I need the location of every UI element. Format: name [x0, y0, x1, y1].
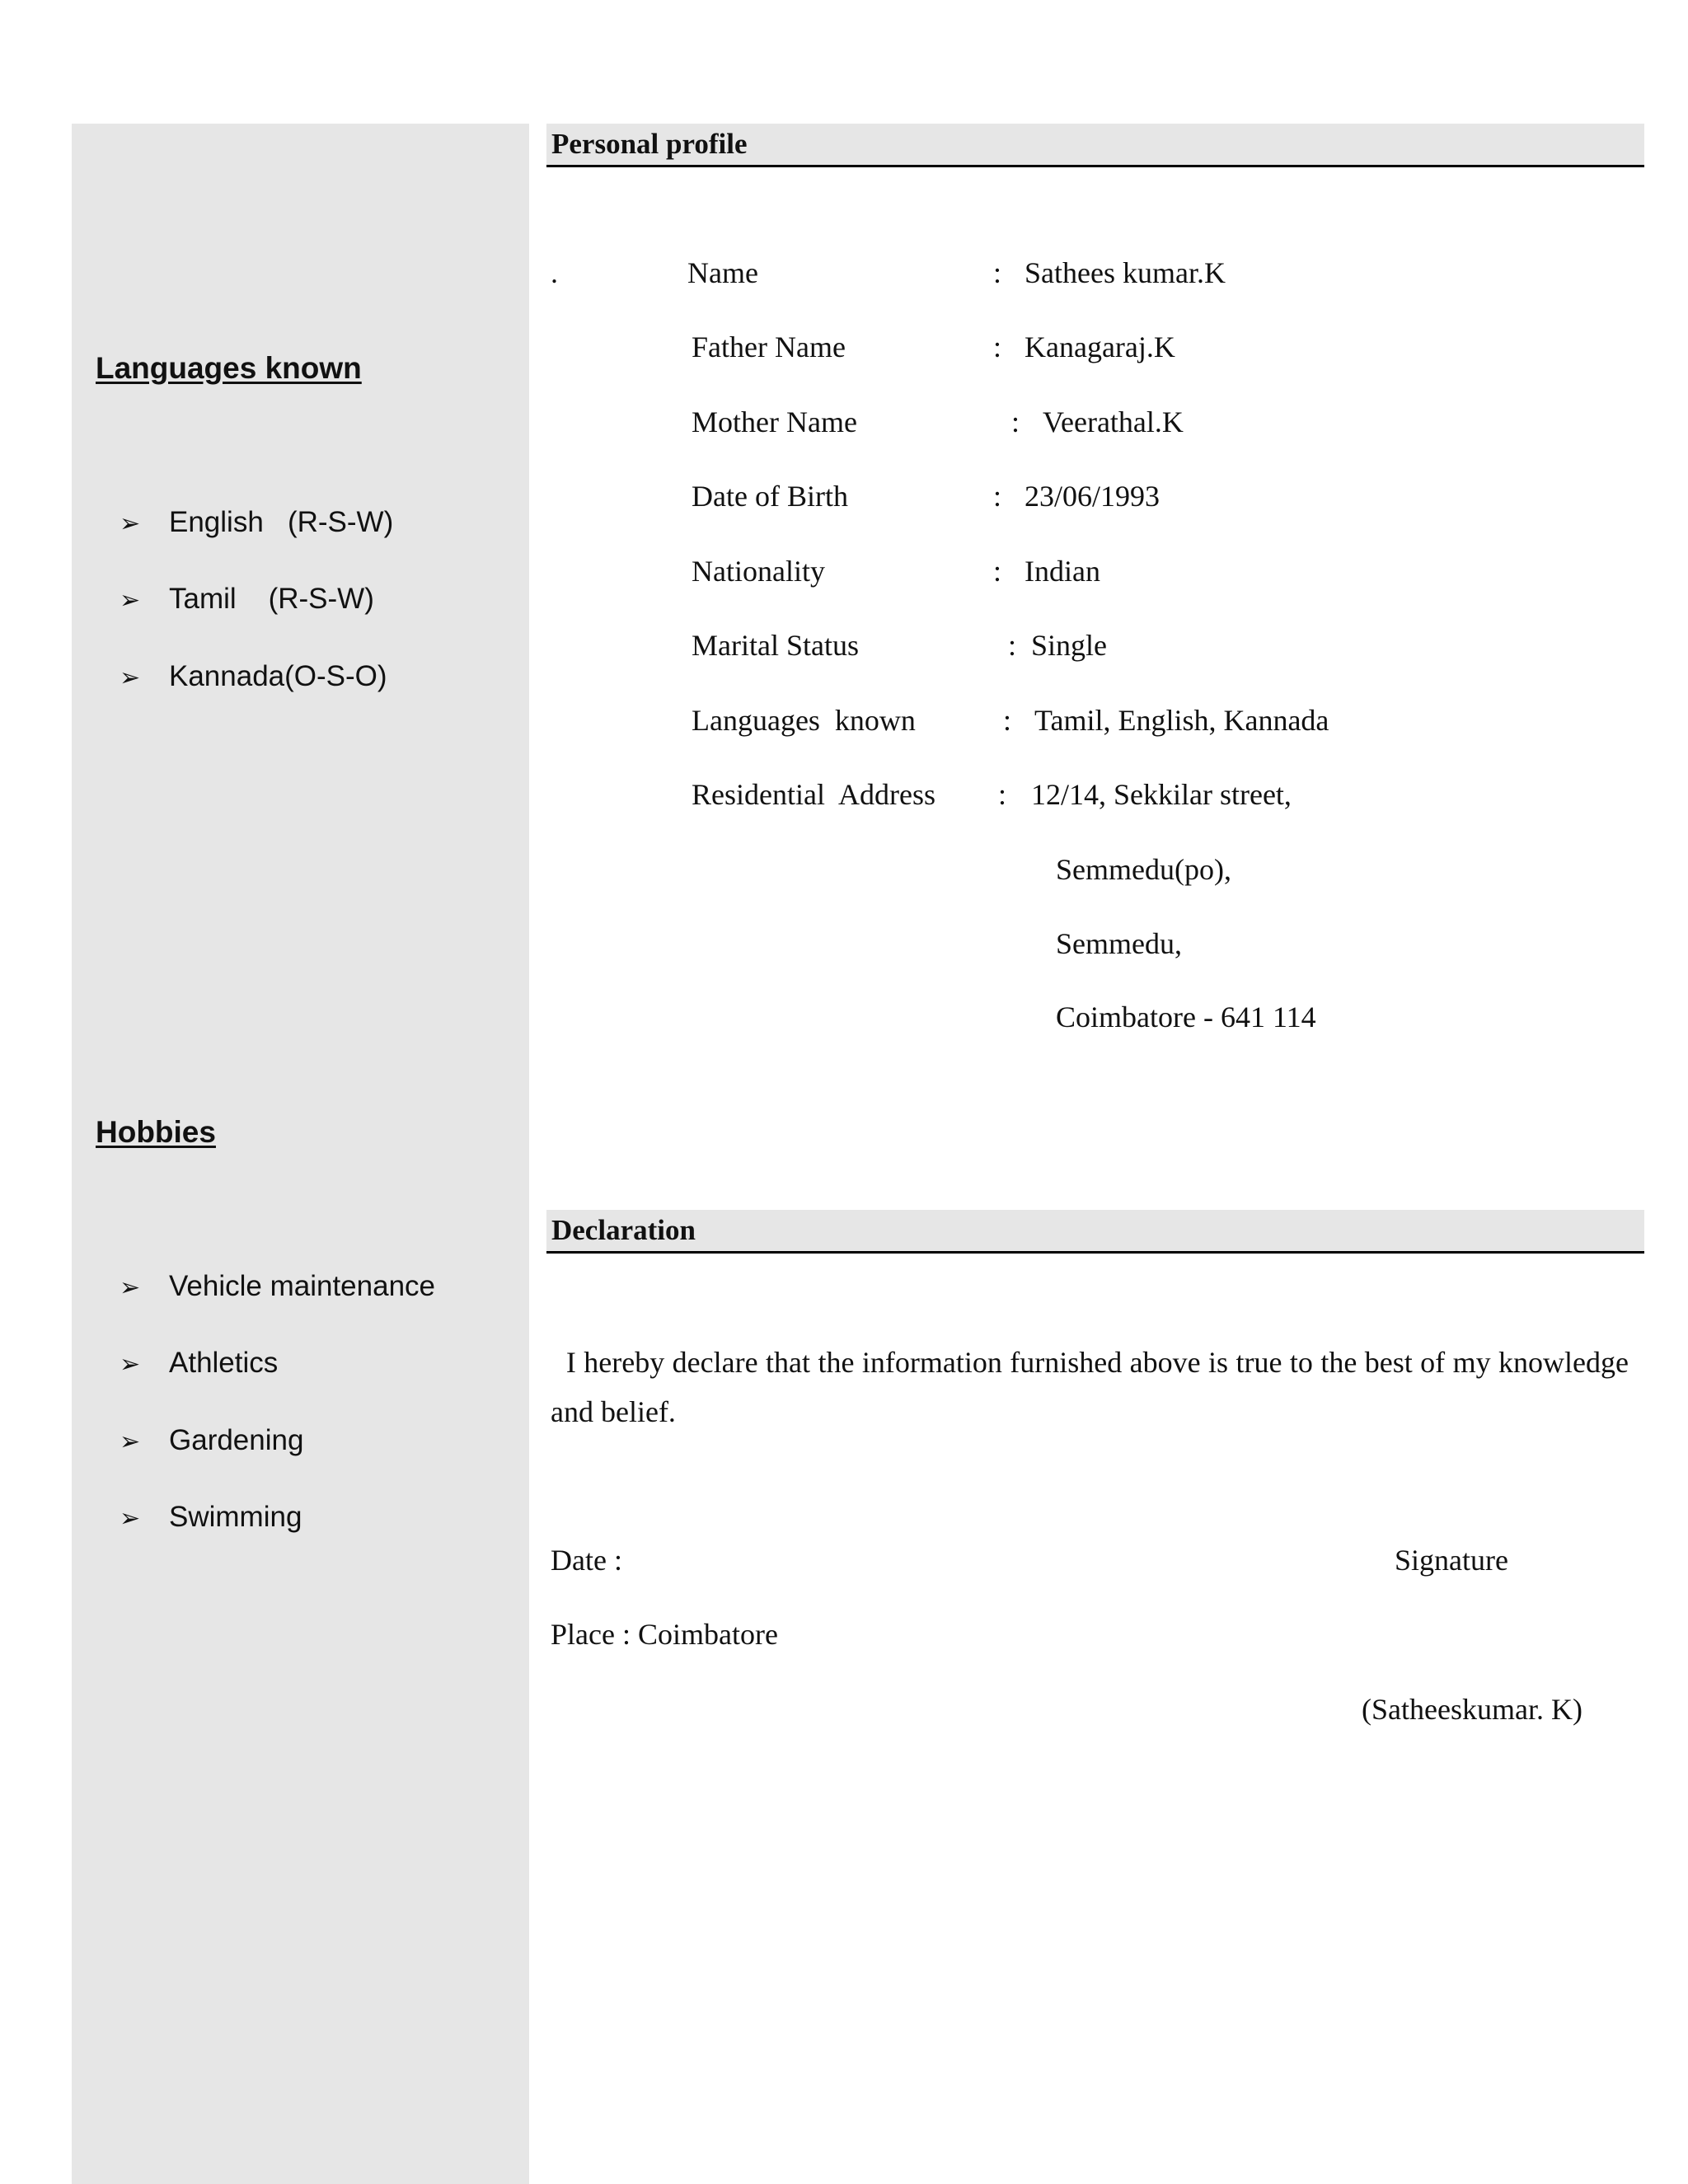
field-label-marital-status: Marital Status — [692, 629, 859, 662]
date-label: Date : — [551, 1544, 622, 1577]
list-item: ➢ Athletics — [120, 1347, 279, 1379]
arrow-bullet-icon: ➢ — [120, 586, 141, 615]
field-separator: : — [1008, 629, 1017, 662]
list-item: ➢ Kannada(O-S-O) — [120, 660, 387, 692]
place-label: Place : Coimbatore — [551, 1618, 778, 1651]
field-label-date-of-birth: Date of Birth — [692, 480, 848, 513]
field-value-mother-name: Veerathal.K — [1043, 405, 1184, 438]
field-label-nationality: Nationality — [692, 555, 825, 588]
field-value-date-of-birth: 23/06/1993 — [1025, 480, 1160, 513]
sidebar — [72, 124, 529, 2184]
list-item: ➢ Swimming — [120, 1501, 302, 1533]
field-value-residential-address: 12/14, Sekkilar street, — [1031, 778, 1292, 811]
languages-heading: Languages known — [96, 351, 362, 385]
arrow-bullet-icon: ➢ — [120, 1350, 141, 1379]
field-separator: : — [993, 256, 1002, 289]
field-label-residential-address: Residential Address — [692, 778, 935, 811]
field-label-languages-known: Languages known — [692, 704, 916, 737]
arrow-bullet-icon: ➢ — [120, 1427, 141, 1456]
list-item: ➢ Tamil (R-S-W) — [120, 583, 374, 615]
address-line: Coimbatore - 641 114 — [1056, 1001, 1316, 1033]
declaration-statement: I hereby declare that the information furnished above is true to the best of my knowledge and belief. — [551, 1346, 1629, 1428]
hobbies-heading: Hobbies — [96, 1115, 216, 1149]
declaration-header — [546, 1210, 1644, 1254]
address-line: Semmedu(po), — [1056, 853, 1231, 886]
arrow-bullet-icon: ➢ — [120, 1273, 141, 1302]
field-separator: : — [993, 480, 1002, 513]
arrow-bullet-icon: ➢ — [120, 663, 141, 692]
field-value-father-name: Kanagaraj.K — [1025, 330, 1175, 363]
personal-profile-header — [546, 124, 1644, 167]
signature-label: Signature — [1395, 1544, 1508, 1577]
field-label-mother-name: Mother Name — [692, 405, 857, 438]
leading-mark: . — [551, 256, 558, 289]
section-title: Personal profile — [551, 128, 748, 160]
list-item: ➢ Gardening — [120, 1424, 304, 1456]
list-item: ➢ Vehicle maintenance — [120, 1270, 435, 1302]
field-separator: : — [998, 778, 1007, 811]
field-value-marital-status: Single — [1031, 629, 1108, 662]
field-value-languages-known: Tamil, English, Kannada — [1034, 704, 1329, 737]
address-line: Semmedu, — [1056, 927, 1182, 960]
section-title: Declaration — [551, 1214, 696, 1246]
field-label-name: Name — [687, 256, 758, 289]
field-value-name: Sathees kumar.K — [1025, 256, 1226, 289]
arrow-bullet-icon: ➢ — [120, 509, 141, 538]
signatory-name: (Satheeskumar. K) — [1362, 1693, 1582, 1726]
list-item: ➢ English (R-S-W) — [120, 506, 394, 538]
arrow-bullet-icon: ➢ — [120, 1504, 141, 1533]
field-separator: : — [1003, 704, 1012, 737]
field-label-father-name: Father Name — [692, 330, 846, 363]
field-separator: : — [993, 555, 1002, 588]
field-separator: : — [1011, 405, 1020, 438]
field-value-nationality: Indian — [1025, 555, 1100, 588]
field-separator: : — [993, 330, 1002, 363]
